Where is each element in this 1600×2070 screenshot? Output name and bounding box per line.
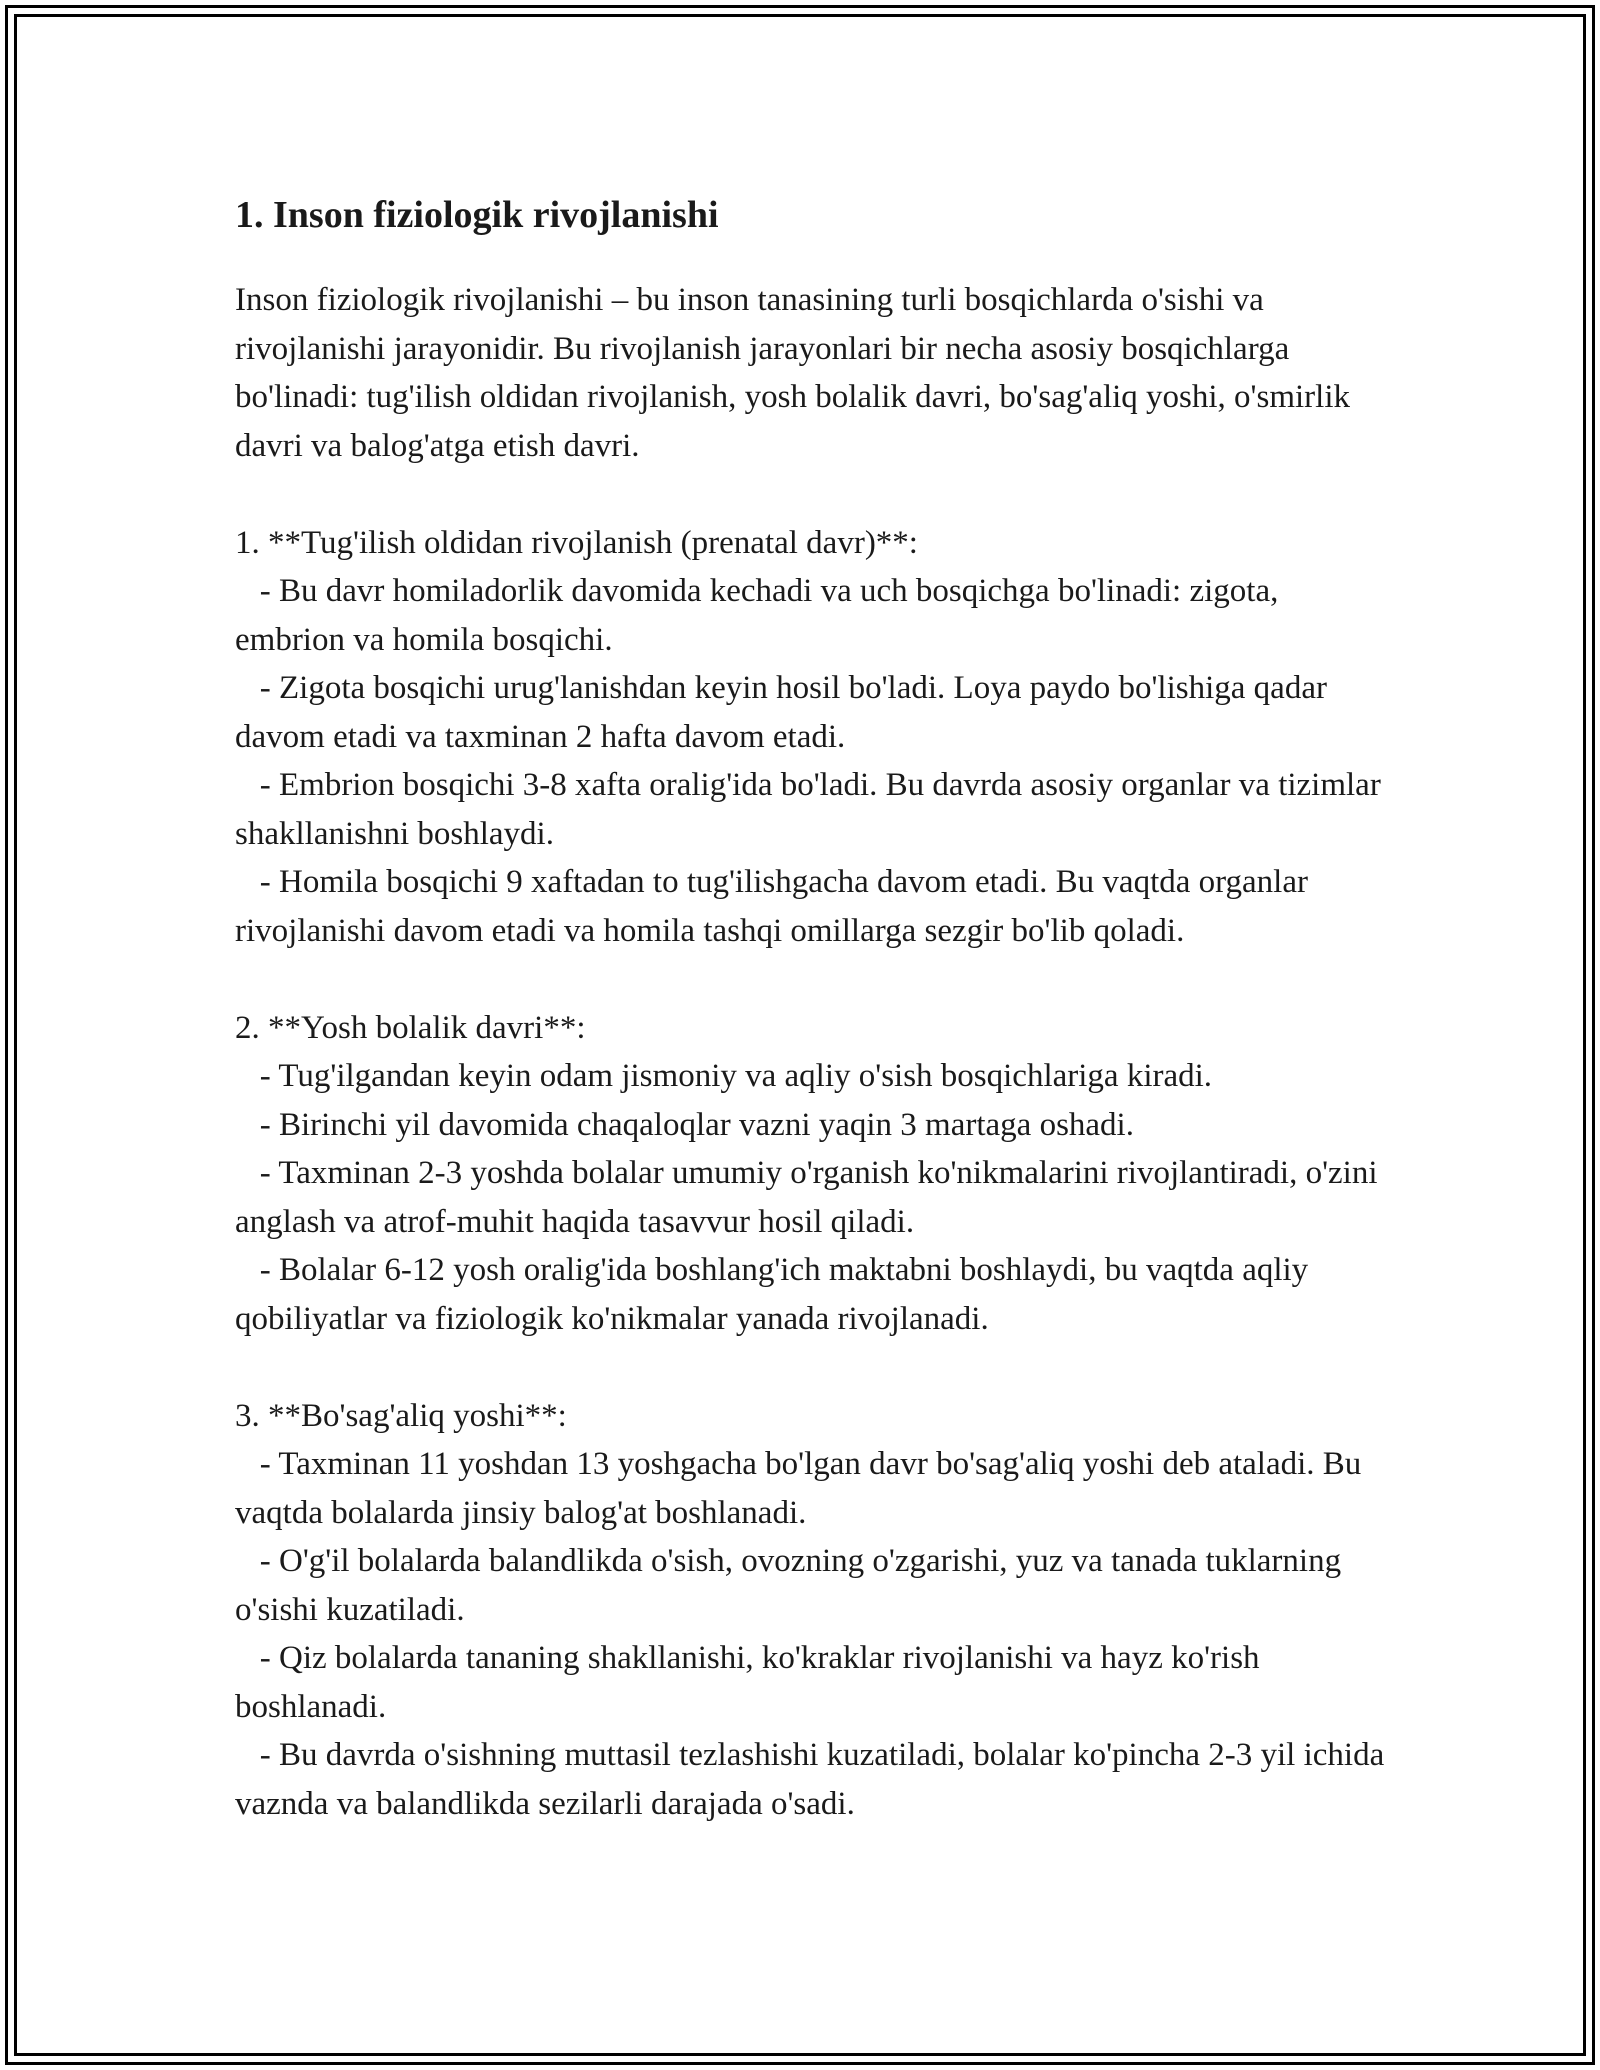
list-item-text: - Embrion bosqichi 3-8 xafta oralig'ida bo'ladi. Bu davrda asosiy organlar va tizimlar shakllanishni boshlaydi. (235, 767, 1381, 852)
list-item (235, 1101, 1385, 1150)
list-item-text: - Tug'ilgandan keyin odam jismoniy va aqliy o'sish bosqichlariga kiradi. (259, 1058, 1213, 1094)
list-item-text: - O'g'il bolalarda balandlikda o'sish, ovozning o'zgarishi, yuz va tanada tuklarning o'sishi kuzatiladi. (235, 1543, 1342, 1628)
list-item (235, 1440, 1385, 1537)
section-early-childhood (235, 1004, 1385, 1344)
intro-paragraph: Inson fiziologik rivojlanishi – bu inson tanasining turli bosqichlarda o'sishi va rivojlanishi jarayonidir. Bu rivojlanish jarayonlari bir necha asosiy bosqichlarga bo'linadi: tug'ilish oldidan rivojlanish, yosh bolalik davri, bo'sag'aliq yoshi, o'smirlik davri va balog'atga etish davri. (235, 282, 1350, 464)
list-item (235, 1246, 1385, 1343)
list-item (235, 1537, 1385, 1634)
list-item (235, 567, 1385, 664)
section-heading: 3. **Bo'sag'aliq yoshi**: (235, 1397, 567, 1434)
list-item-text: - Bu davr homiladorlik davomida kechadi va uch bosqichga bo'linadi: zigota, embrion va homila bosqichi. (235, 573, 1279, 658)
document-page (235, 182, 1385, 1828)
paragraph-gap (235, 955, 1385, 1004)
list-item-text: - Bu davrda o'sishning muttasil tezlashishi kuzatiladi, bolalar ko'pincha 2-3 yil ichida vaznda va balandlikda sezilarli darajada o'sadi. (235, 1737, 1385, 1822)
list-item (235, 1149, 1385, 1246)
list-item (235, 761, 1385, 858)
section-heading: 2. **Yosh bolalik davri**: (235, 1009, 586, 1046)
list-item-text: - Birinchi yil davomida chaqaloqlar vazni yaqin 3 martaga oshadi. (259, 1106, 1134, 1143)
list-item-text: - Qiz bolalarda tananing shakllanishi, ko'kraklar rivojlanishi va hayz ko'rish boshlanadi. (235, 1640, 1260, 1725)
list-item (235, 1052, 1385, 1101)
section-heading: 1. **Tug'ilish oldidan rivojlanish (prenatal davr)**: (235, 524, 918, 561)
paragraph-gap (235, 1343, 1385, 1392)
list-item (235, 664, 1385, 761)
paragraph-gap (235, 470, 1385, 519)
document-title: 1. Inson fiziologik rivojlanishi (235, 194, 719, 236)
list-item-text: - Taxminan 11 yoshdan 13 yoshgacha bo'lgan davr bo'sag'aliq yoshi deb ataladi. Bu vaqtda bolalarda jinsiy balog'at boshlanadi. (235, 1446, 1362, 1531)
list-item-text: - Homila bosqichi 9 xaftadan to tug'ilishgacha davom etadi. Bu vaqtda organlar rivojlanishi davom etadi va homila tashqi omillarga sezgir bo'lib qoladi. (235, 864, 1308, 949)
list-item-text: - Zigota bosqichi urug'lanishdan keyin hosil bo'ladi. Loya paydo bo'lishiga qadar davom etadi va taxminan 2 hafta davom etadi. (235, 670, 1327, 755)
section-preadolescence (235, 1392, 1385, 1829)
list-item (235, 858, 1385, 955)
list-item (235, 1731, 1385, 1828)
list-item (235, 1634, 1385, 1731)
section-prenatal (235, 519, 1385, 956)
list-item-text: - Bolalar 6-12 yosh oralig'ida boshlang'ich maktabni boshlaydi, bu vaqtda aqliy qobiliyatlar va fiziologik ko'nikmalar yanada rivojlanadi. (235, 1252, 1309, 1337)
list-item-text: - Taxminan 2-3 yoshda bolalar umumiy o'rganish ko'nikmalarini rivojlantiradi, o'zini anglash va atrof-muhit haqida tasavvur hosil qiladi. (235, 1155, 1378, 1240)
